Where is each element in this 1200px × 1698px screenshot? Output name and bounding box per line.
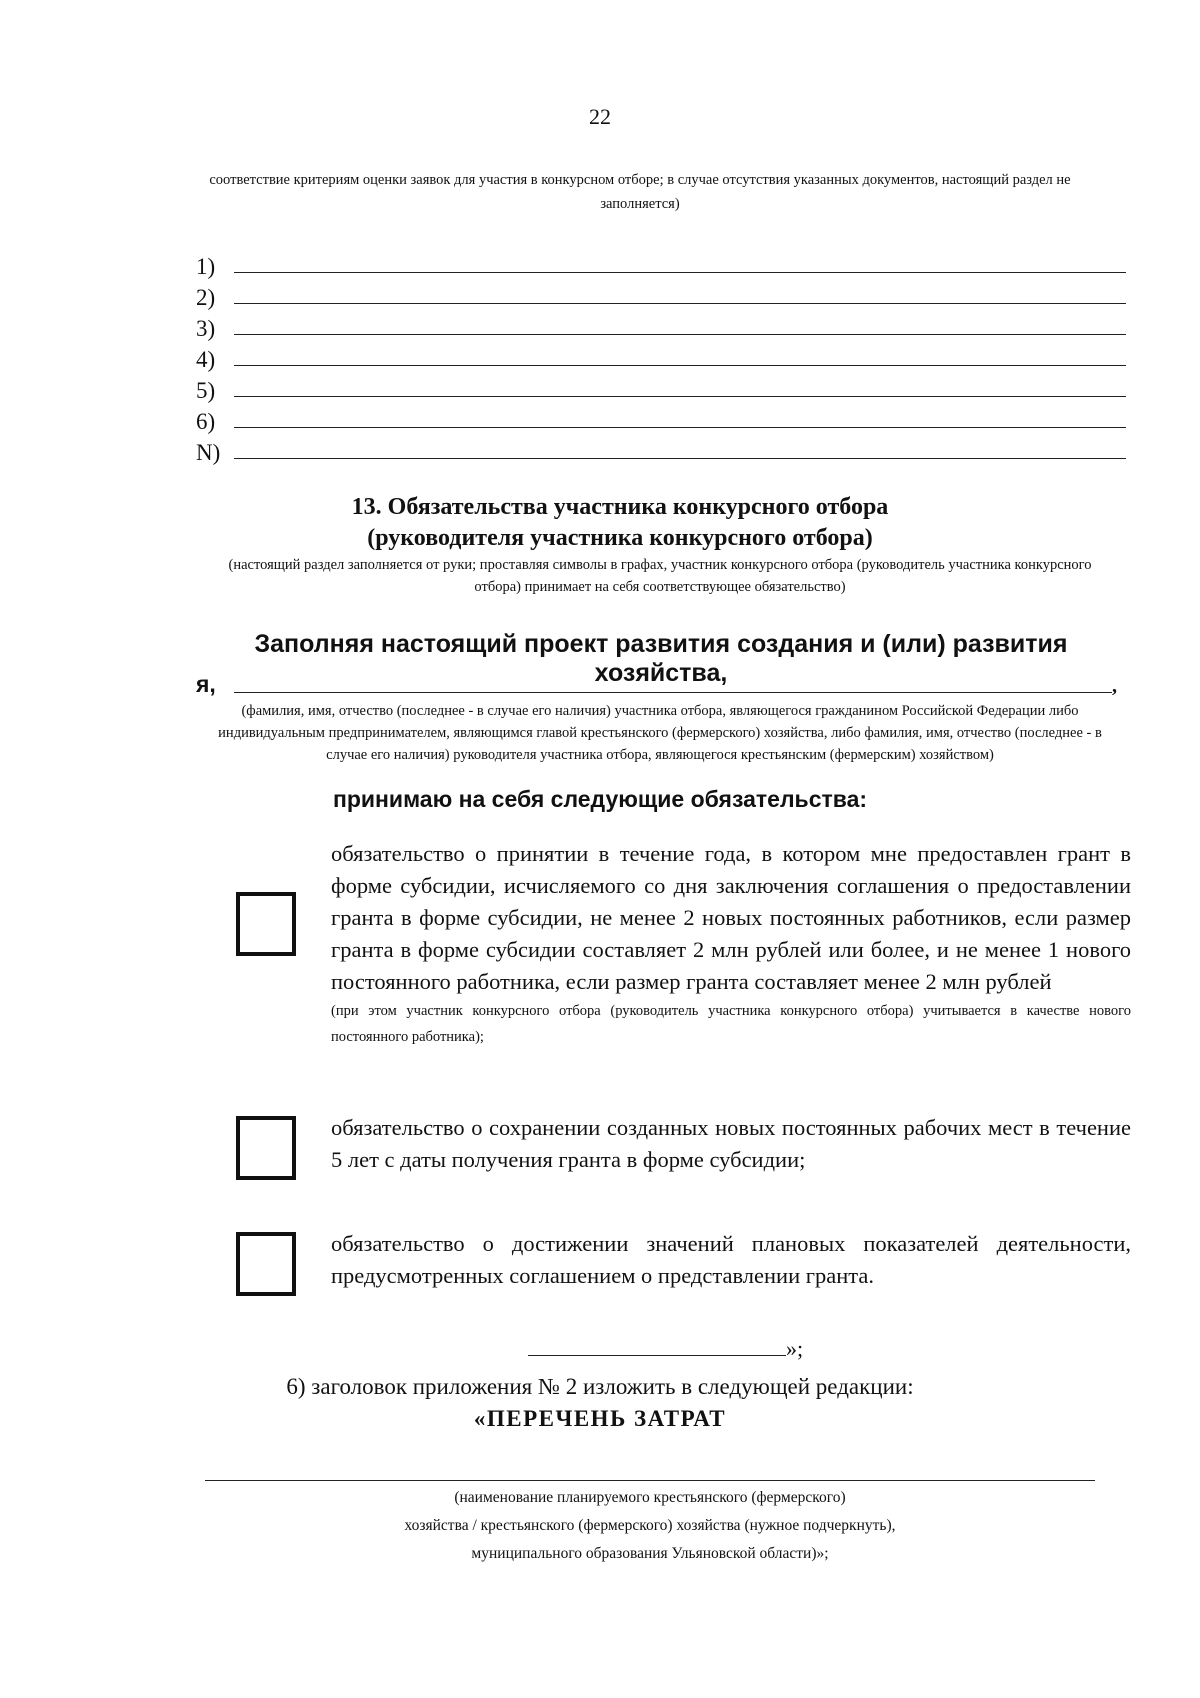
list-row-n — [196, 434, 1126, 465]
list-number: N) — [196, 440, 221, 465]
obligation-2-checkbox[interactable] — [236, 1116, 296, 1180]
fill-line[interactable] — [234, 426, 1126, 428]
name-fill-row — [196, 668, 1126, 698]
closing-dash-row — [528, 1336, 803, 1362]
intro-text: соответствие критериям оценки заявок для участия в конкурсном отборе; в случае отсутствия указанных документов, настоящий раздел не заполняется) — [209, 172, 1071, 212]
fill-heading: Заполняя настоящий проект развития создания и (или) развития хозяйства, — [254, 630, 1068, 687]
bottom-note — [300, 1484, 1000, 1568]
list-row-6 — [196, 403, 1126, 434]
accept-heading: принимаю на себя следующие обязательства: — [332, 786, 868, 812]
bottom-note-line1: (наименование планируемого крестьянского (фермерского) — [454, 1489, 846, 1506]
list-row-2 — [196, 279, 1126, 310]
section-13-note: (настоящий раздел заполняется от руки; проставляя символы в графах, участник конкурсного отбора (руководитель участника конкурсного отбора) принимает на себя соответствующее обязательство) — [228, 557, 1092, 595]
amendment-text: 6) заголовок приложения № 2 изложить в следующей редакции: — [286, 1374, 914, 1399]
list-number: 2) — [196, 285, 216, 310]
list-title: «ПЕРЕЧЕНЬ ЗАТРАТ — [473, 1406, 727, 1431]
list-number: 1) — [196, 254, 216, 279]
obligation-2: обязательство о сохранении созданных новых постоянных рабочих мест в течение 5 лет с даты получения гранта в форме субсидии; — [331, 1115, 1131, 1172]
name-fill-line[interactable] — [234, 692, 1112, 693]
list-number: 3) — [196, 316, 216, 341]
obligation-1 — [331, 838, 1131, 1050]
fill-line[interactable] — [234, 364, 1126, 366]
name-fill-line-bottom[interactable] — [205, 1480, 1095, 1481]
page-number: 22 — [589, 104, 611, 129]
list-row-5 — [196, 372, 1126, 403]
section-13-title-line1: 13. Обязательства участника конкурсного отбора — [351, 494, 889, 520]
list-row-4 — [196, 341, 1126, 372]
fill-line[interactable] — [234, 395, 1126, 397]
ya-comma: , — [1112, 675, 1117, 697]
obligation-1-text: обязательство о принятии в течение года, в котором мне предоставлен грант в форме субсидии, исчисляемого со дня заключения соглашения о предоставлении гранта в форме субсидии, не менее 2 новых постоянных работников, если размер гранта в форме субсидии составляет 2 млн рублей или более, и не менее 1 нового постоянного работника, если размер гранта составляет менее 2 млн рублей — [331, 841, 1131, 994]
bottom-note-line3: муниципального образования Ульяновской области)»; — [471, 1545, 829, 1562]
ya-label: я, — [196, 671, 216, 697]
list-number: 5) — [196, 378, 216, 403]
fio-note: (фамилия, имя, отчество (последнее - в случае его наличия) участника отбора, являющегося гражданином Российской Федерации либо индивидуальным предпринимателем, являющимся главой крестьянского (фермерского) хозяйства, либо фамилия, имя, отчество (последнее - в случае его наличия) руководителя участника отбора, являющегося крестьянским (фермерским) хозяйством) — [218, 703, 1102, 763]
bottom-note-line2: хозяйства / крестьянского (фермерского) хозяйства (нужное подчеркнуть), — [404, 1517, 896, 1534]
fill-line[interactable] — [234, 457, 1126, 459]
list-row-1 — [196, 248, 1126, 279]
list-number: 4) — [196, 347, 216, 372]
list-row-3 — [196, 310, 1126, 341]
section-13-title-line2: (руководителя участника конкурсного отбора) — [367, 525, 873, 551]
closing-dash-line — [528, 1339, 786, 1356]
section-13-title — [240, 492, 1000, 554]
numbered-document-list — [196, 248, 1126, 465]
obligation-3-checkbox[interactable] — [236, 1232, 296, 1296]
closing-quote: »; — [786, 1336, 804, 1361]
obligation-3: обязательство о достижении значений плановых показателей деятельности, предусмотренных соглашением о представлении гранта. — [331, 1231, 1131, 1288]
obligation-1-checkbox[interactable] — [236, 892, 296, 956]
obligation-1-note: (при этом участник конкурсного отбора (руководитель участника конкурсного отбора) учитывается в качестве нового постоянного работника); — [331, 1003, 1131, 1045]
list-number: 6) — [196, 409, 216, 434]
fill-line[interactable] — [234, 271, 1126, 273]
fill-line[interactable] — [234, 302, 1126, 304]
fill-line[interactable] — [234, 333, 1126, 335]
